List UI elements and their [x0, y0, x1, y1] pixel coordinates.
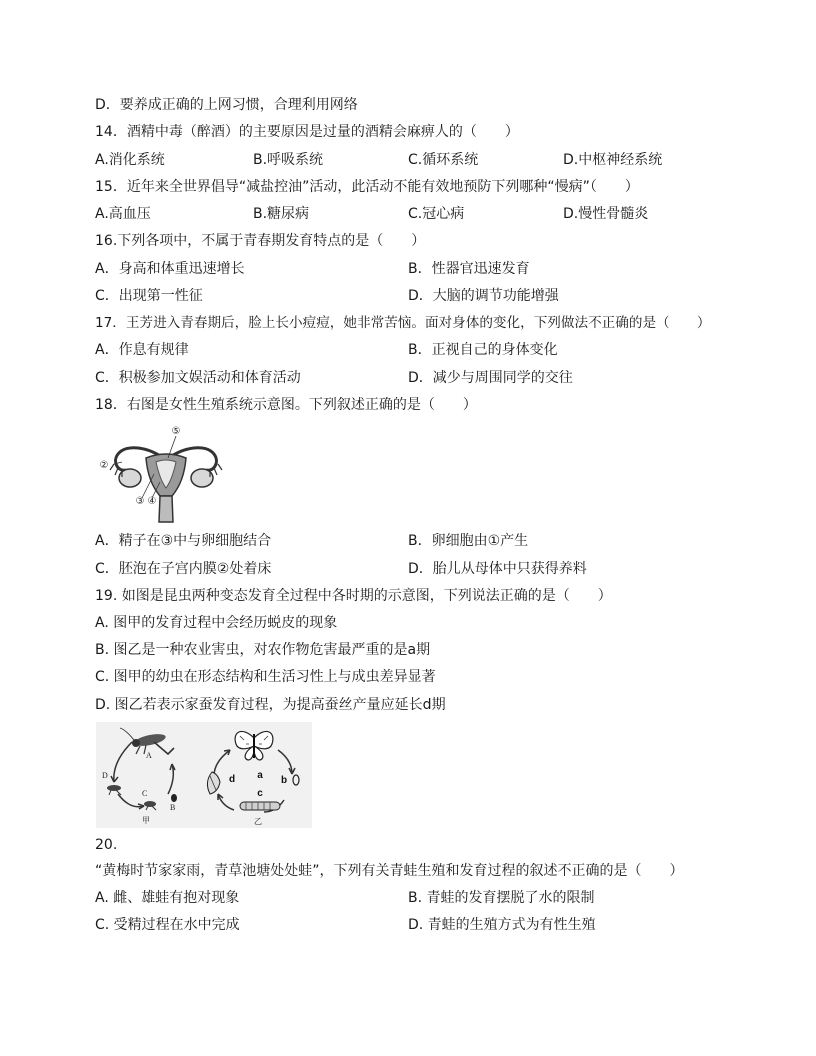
q16-option-a: A．身高和体重迅速增长 — [95, 261, 245, 277]
q13-option-d: D．要养成正确的上网习惯，合理利用网络 — [95, 97, 358, 113]
q20-option-a: A. 雌、雄蛙有抱对现象 — [95, 890, 240, 906]
q18-option-a: A．精子在③中与卵细胞结合 — [95, 533, 272, 549]
q15-option-b: B.糖尿病 — [253, 206, 310, 222]
fig-label-4: ④ — [147, 496, 157, 507]
figure-jia-caption: 甲 — [142, 816, 150, 825]
q17-option-c: C．积极参加文娱活动和体育活动 — [95, 370, 301, 386]
q19-option-b: B. 图乙是一种农业害虫，对农作物危害最严重的是a期 — [95, 642, 431, 658]
fig-label-2: ② — [99, 460, 109, 471]
q19-option-d: D. 图乙若表示家蚕发育过程，为提高蚕丝产量应延长d期 — [95, 697, 446, 713]
caterpillar-larva-icon — [240, 802, 280, 810]
q19-option-c: C. 图甲的幼虫在形态结构和生活习性上与成虫差异显著 — [95, 669, 436, 685]
q20-number: 20. — [95, 837, 118, 853]
q16-option-b: B．性器官迅速发育 — [408, 261, 530, 277]
q15-stem: 15．近年来全世界倡导“减盐控油”活动，此活动不能有效地预防下列哪种“慢病”（ ） — [95, 179, 639, 195]
jia-stage-d: D — [102, 771, 108, 780]
q14-option-b: B.呼吸系统 — [253, 152, 324, 168]
figure-yi-caption: 乙 — [254, 817, 262, 826]
q18-option-b: B．卵细胞由①产生 — [408, 533, 529, 549]
q20-option-d: D. 青蛙的生殖方式为有性生殖 — [408, 917, 596, 933]
q17-option-a: A．作息有规律 — [95, 342, 189, 358]
jia-stage-a: A — [146, 751, 152, 760]
q20-option-b: B. 青蛙的发育摆脱了水的限制 — [408, 890, 595, 906]
fig-label-3: ③ — [135, 496, 145, 507]
q20-option-c: C. 受精过程在水中完成 — [95, 917, 240, 933]
yi-stage-a: a — [257, 770, 263, 781]
q15-option-a: A.高血压 — [95, 206, 151, 222]
q19-option-a: A. 图甲的发育过程中会经历蜕皮的现象 — [95, 615, 338, 631]
yi-stage-c: c — [257, 788, 263, 799]
q14-option-a: A.消化系统 — [95, 152, 165, 168]
q17-stem: 17．王芳进入青春期后，脸上长小痘痘，她非常苦恼。面对身体的变化，下列做法不正确的是（ ） — [95, 315, 711, 331]
q18-option-d: D．胎儿从母体中只获得养料 — [408, 561, 587, 577]
q20-stem: “黄梅时节家家雨，青草池塘处处蛙”，下列有关青蛙生殖和发育过程的叙述不正确的是（ ） — [95, 863, 684, 879]
q15-option-d: D.慢性骨髓炎 — [563, 206, 649, 222]
q14-option-c: C.循环系统 — [408, 152, 479, 168]
q16-option-c: C．出现第一性征 — [95, 288, 203, 304]
q18-option-c: C．胚泡在子宫内膜②处着床 — [95, 561, 272, 577]
q19-stem: 19. 如图是昆虫两种变态发育全过程中各时期的示意图，下列说法正确的是（ ） — [95, 588, 612, 604]
q15-option-c: C.冠心病 — [408, 206, 465, 222]
q14-option-d: D.中枢神经系统 — [563, 152, 663, 168]
q16-stem: 16.下列各项中，不属于青春期发育特点的是（ ） — [95, 233, 426, 249]
yi-stage-b: b — [280, 775, 288, 786]
fig-label-5: ⑤ — [171, 426, 181, 437]
yi-stage-d: d — [228, 774, 236, 785]
q17-option-d: D．减少与周围同学的交往 — [408, 370, 573, 386]
q18-stem: 18．右图是女性生殖系统示意图。下列叙述正确的是（ ） — [95, 397, 477, 413]
grasshopper-egg-icon — [171, 794, 177, 802]
q14-stem: 14．酒精中毒（醉酒）的主要原因是过量的酒精会麻痹人的（ ） — [95, 124, 519, 140]
q16-option-d: D．大脑的调节功能增强 — [408, 288, 559, 304]
q17-option-b: B．正视自己的身体变化 — [408, 342, 558, 358]
jia-stage-c: C — [142, 789, 148, 798]
jia-stage-b: B — [170, 803, 176, 812]
female-reproductive-system-figure — [96, 424, 236, 524]
insect-metamorphosis-figure — [96, 722, 312, 828]
